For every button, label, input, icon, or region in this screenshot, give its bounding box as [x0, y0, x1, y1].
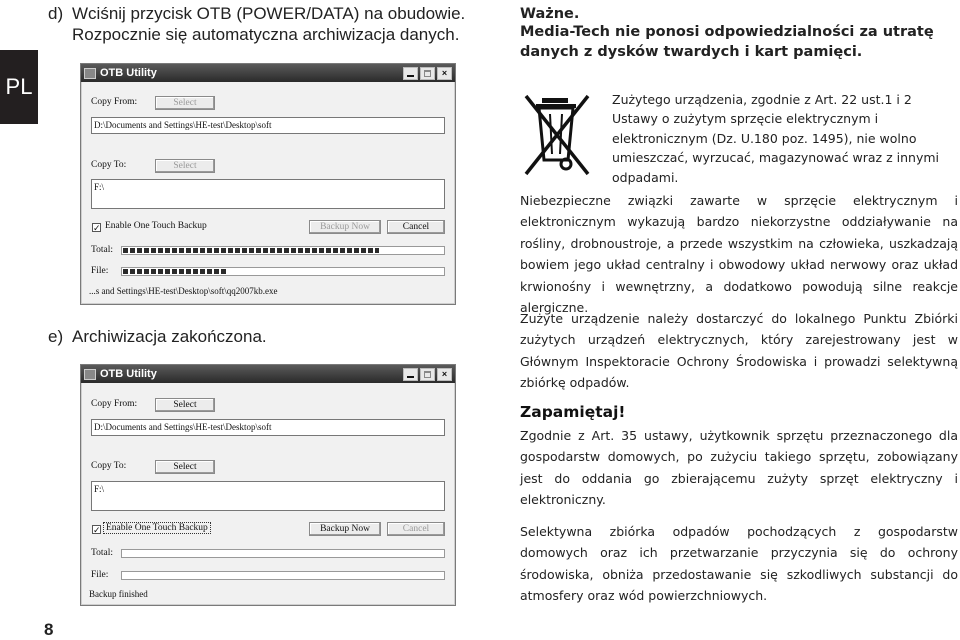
title-bar — [81, 365, 455, 383]
file-progress-bar — [121, 267, 445, 276]
one-touch-backup-checkbox[interactable]: ✓ — [93, 223, 101, 233]
otb-utility-window-finished — [80, 364, 456, 606]
copy-to-field[interactable]: F:\ — [91, 481, 445, 511]
total-label: Total: — [91, 245, 114, 255]
backup-now-button[interactable]: Backup Now — [309, 220, 381, 234]
crossed-out-wheelie-bin-icon — [522, 92, 600, 178]
close-icon[interactable]: × — [437, 368, 452, 381]
status-text: Backup finished — [89, 589, 148, 599]
copy-from-select-button[interactable]: Select — [155, 96, 215, 110]
one-touch-backup-label: Enable One Touch Backup — [103, 522, 211, 534]
step-e-text: Archiwizacja zakończona. — [72, 327, 267, 346]
step-d-line2: Rozpocznie się automatyczna archiwizacja danych. — [72, 25, 460, 44]
app-icon — [84, 68, 96, 79]
language-tab: PL — [0, 50, 38, 124]
title-bar — [81, 64, 455, 82]
total-progress-fill — [123, 248, 379, 253]
cancel-button[interactable]: Cancel — [387, 220, 445, 234]
maximize-icon[interactable] — [420, 67, 435, 80]
copy-to-select-button[interactable]: Select — [155, 159, 215, 173]
collection-paragraph: Zużyte urządzenie należy dostarczyć do lokalnego Punktu Zbiórki zużytych urządzeń elektrycznych, który zarejestrowany jest w Głównym Inspektoracie Ochrony Środowiska i prowadzi selektywną zbiórkę odpadów. — [520, 311, 958, 391]
minimize-icon[interactable] — [403, 368, 418, 381]
total-progress-bar — [121, 246, 445, 255]
copy-to-field[interactable]: F:\ — [91, 179, 445, 209]
copy-to-label: Copy To: — [91, 461, 127, 471]
file-progress-bar — [121, 571, 445, 580]
copy-from-select-button[interactable]: Select — [155, 398, 215, 412]
file-progress-fill — [123, 269, 227, 274]
minimize-icon[interactable] — [403, 67, 418, 80]
copy-from-field[interactable]: D:\Documents and Settings\HE-test\Desktop\soft — [91, 117, 445, 134]
copy-to-label: Copy To: — [91, 160, 127, 170]
total-label: Total: — [91, 548, 114, 558]
file-label: File: — [91, 266, 109, 276]
app-icon — [84, 369, 96, 380]
one-touch-backup-checkbox[interactable]: ✓ — [93, 525, 101, 535]
status-text: ...s and Settings\HE-test\Desktop\soft\qq2007kb.exe — [89, 286, 278, 296]
backup-now-button[interactable]: Backup Now — [309, 522, 381, 536]
step-d-line1: Wciśnij przycisk OTB (POWER/DATA) na obudowie. — [72, 4, 466, 23]
copy-to-select-button[interactable]: Select — [155, 460, 215, 474]
copy-from-label: Copy From: — [91, 399, 138, 409]
window-title: OTB Utility — [100, 67, 157, 79]
warning-title: Ważne. — [520, 6, 580, 22]
copy-from-field[interactable]: D:\Documents and Settings\HE-test\Desktop\soft — [91, 419, 445, 436]
step-e — [48, 326, 267, 347]
remember-paragraph-1: Zgodnie z Art. 35 ustawy, użytkownik sprzętu przeznaczonego dla gospodarstw domowych, po zużyciu takiego sprzętu, zobowiązany jest do oddania go zbierającemu zużyty sprzęt elektryczny i elektroniczny. — [520, 428, 958, 508]
one-touch-backup-label: Enable One Touch Backup — [105, 221, 207, 231]
warning-body: Media-Tech nie ponosi odpowiedzialności za utratę danych z dysków twardych i kart pamięci. — [520, 24, 934, 60]
step-e-label: e) — [48, 327, 64, 346]
step-d — [48, 3, 465, 45]
cancel-button[interactable]: Cancel — [387, 522, 445, 536]
hazard-paragraph: Niebezpieczne związki zawarte w sprzęcie elektrycznym i elektronicznym wykazują bardzo niekorzystne oddziaływanie na rośliny, drobnoustroje, a przede wszystkim na człowieka, uszkadzają bowiem jego układ centralny i obwodowy układ nerwowy oraz układ krwionośny i wewnętrzny, a dodatkowo powodują silne reakcje alergiczne. — [520, 193, 958, 316]
remember-heading: Zapamiętaj! — [520, 403, 626, 421]
close-icon[interactable]: × — [437, 67, 452, 80]
maximize-icon[interactable] — [420, 368, 435, 381]
file-label: File: — [91, 570, 109, 580]
remember-paragraph-2: Selektywna zbiórka odpadów pochodzących z gospodarstw domowych oraz ich przetwarzanie przyczynia się do ochrony środowiska, obniża przedostawanie się szkodliwych substancji do atmosfery oraz wód powierzchniowych. — [520, 524, 958, 604]
copy-from-label: Copy From: — [91, 97, 138, 107]
total-progress-bar — [121, 549, 445, 558]
otb-utility-window-progress — [80, 63, 456, 305]
weee-notice: Zużytego urządzenia, zgodnie z Art. 22 ust.1 i 2 Ustawy o zużytym sprzęcie elektrycznym i elektronicznym (Dz. U.180 poz. 1495), nie wolno umieszczać, wyrzucać, magazynować wraz z innymi odpadami. — [612, 92, 939, 185]
step-d-label: d) — [48, 4, 64, 23]
page-number: 8 — [44, 620, 54, 639]
window-title: OTB Utility — [100, 368, 157, 380]
